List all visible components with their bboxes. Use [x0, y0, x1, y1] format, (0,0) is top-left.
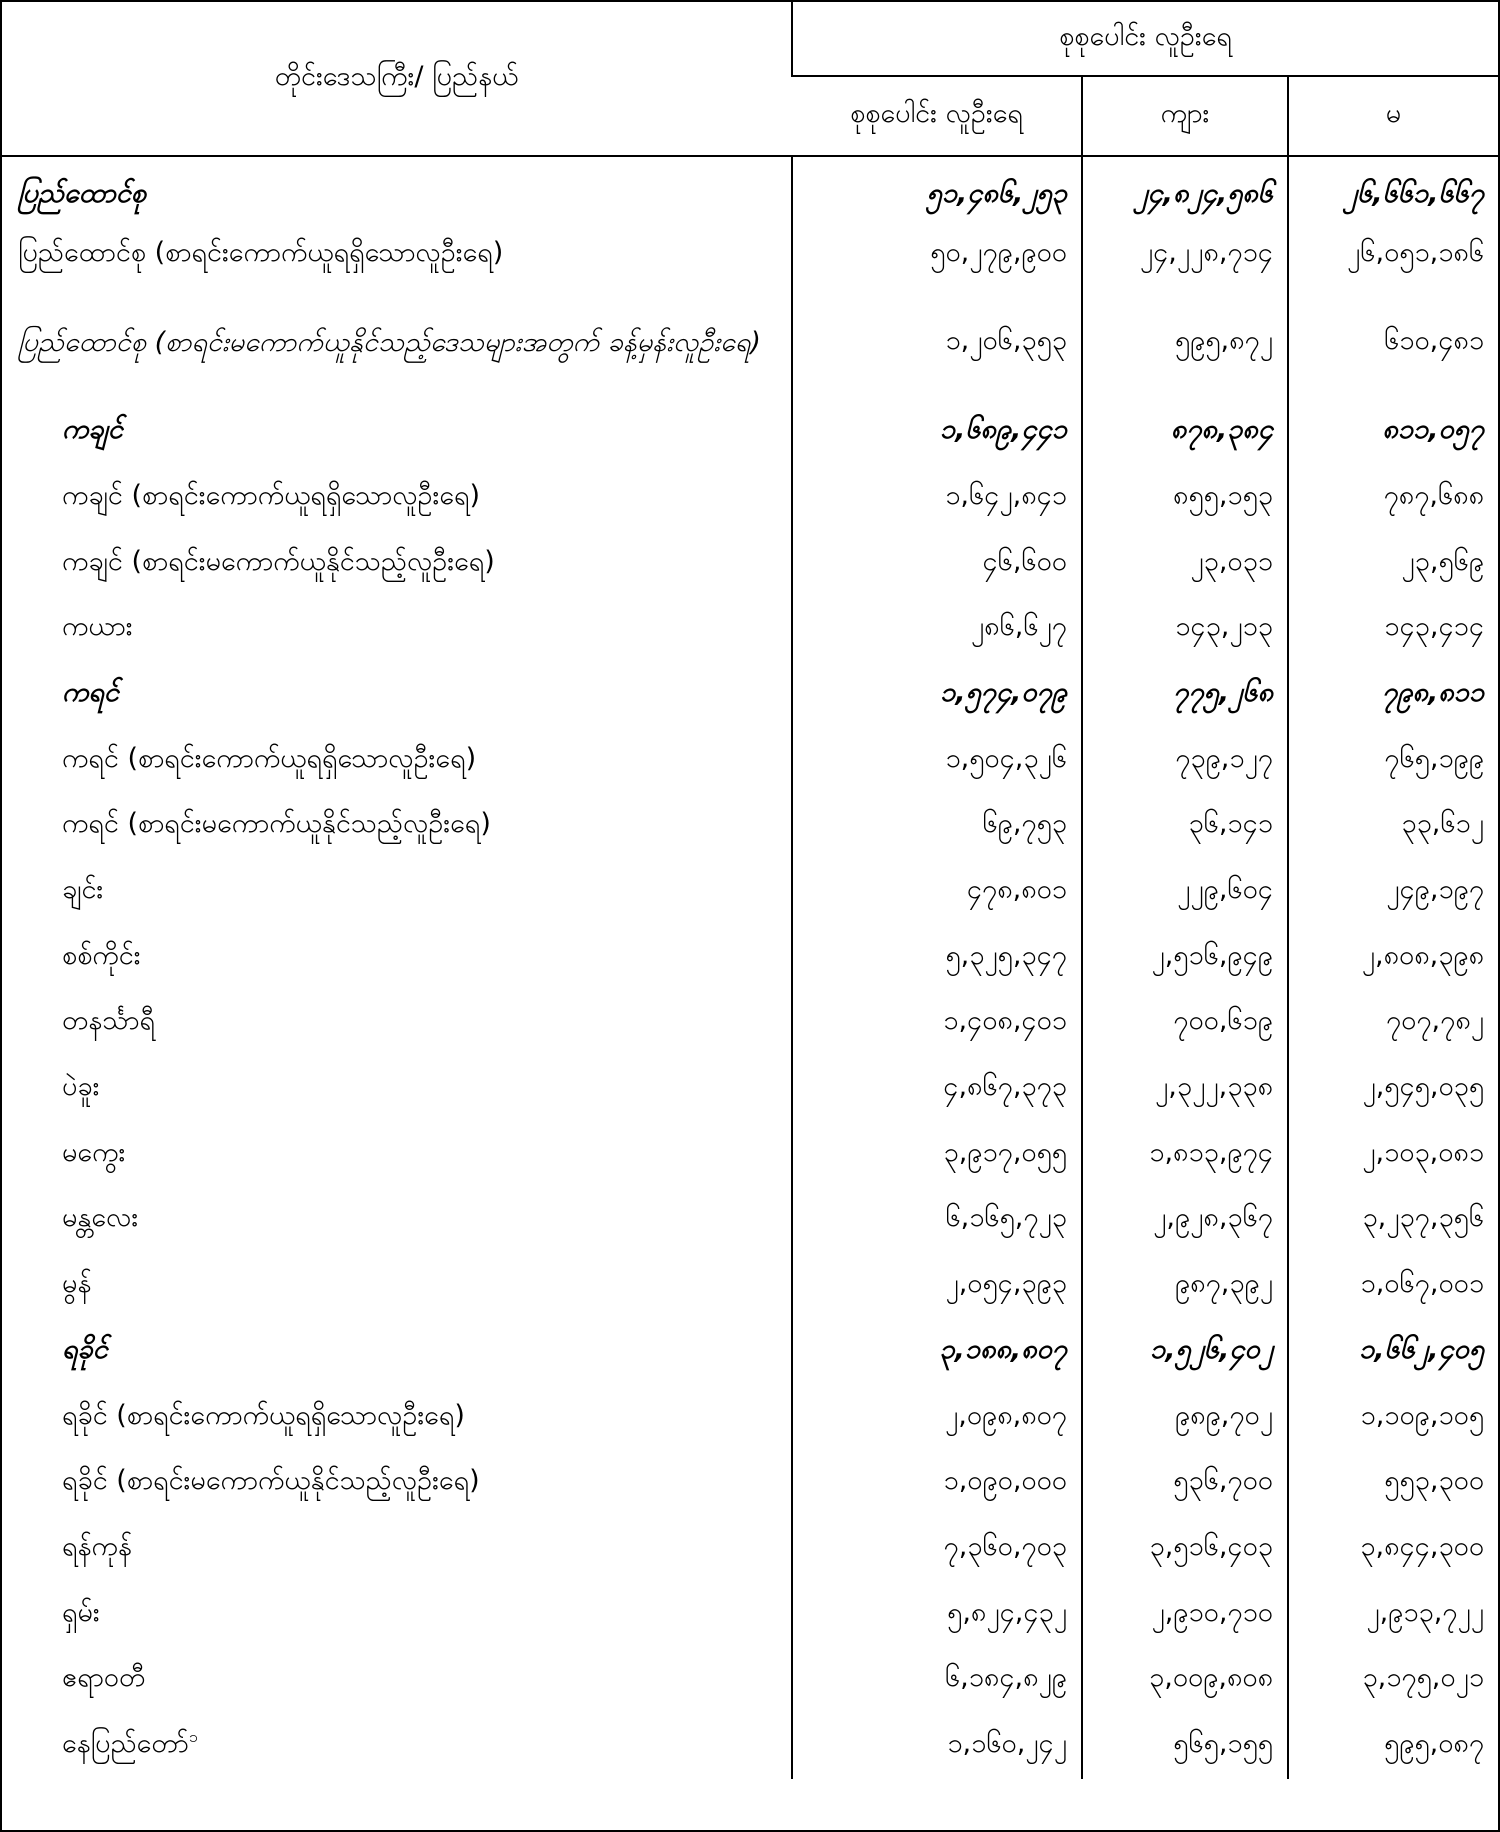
table-row	[2, 1319, 1498, 1385]
female-population-cell: ၂,၈၀၈,၃၉၈	[1288, 925, 1498, 991]
male-population-cell: ၃,၅၁၆,၄၀၃	[1082, 1516, 1288, 1582]
region-name: မန္တလေး	[62, 1202, 139, 1234]
region-name: ကချင် (စာရင်းကောက်ယူရရှိသောလူဦးရေ)	[62, 479, 481, 511]
male-population-cell: ၂,၉၂၈,၃၆၇	[1082, 1188, 1288, 1254]
male-population-cell: ၈၇၈,၃၈၄	[1082, 399, 1288, 465]
region-name-cell	[2, 662, 792, 728]
region-name-cell	[2, 399, 792, 465]
total-population-cell: ၃,၁၈၈,၈၀၇	[792, 1319, 1082, 1385]
table-row	[2, 1385, 1498, 1451]
female-population-cell: ၆၁၀,၄၈၁	[1288, 287, 1498, 399]
female-population-cell: ၂,၁၀၃,၀၈၁	[1288, 1122, 1498, 1188]
region-name-cell	[2, 1713, 792, 1779]
table-row	[2, 859, 1498, 925]
region-name-cell	[2, 1647, 792, 1713]
region-name: ပြည်ထောင်စု	[18, 178, 147, 210]
region-name-cell	[2, 728, 792, 794]
female-population-cell: ၃,၁၇၅,၀၂၁	[1288, 1647, 1498, 1713]
total-population-cell: ၄,၈၆၇,၃၇၃	[792, 1056, 1082, 1122]
region-name-cell	[2, 1056, 792, 1122]
total-population-cell: ၁,၆၄၂,၈၄၁	[792, 465, 1082, 531]
male-population-cell: ၁,၈၁၃,၉၇၄	[1082, 1122, 1288, 1188]
total-population-cell: ၁,၅၀၄,၃၂၆	[792, 728, 1082, 794]
region-name-cell	[2, 531, 792, 597]
male-population-cell: ၂၃,၀၃၁	[1082, 531, 1288, 597]
region-name-cell	[2, 925, 792, 991]
male-population-cell: ၈၅၅,၁၅၃	[1082, 465, 1288, 531]
region-name-cell	[2, 1516, 792, 1582]
total-population-cell: ၆၉,၇၅၃	[792, 794, 1082, 860]
female-population-cell: ၁,၆၆၂,၄၀၅	[1288, 1319, 1498, 1385]
male-population-cell: ၉၈၇,၃၉၂	[1082, 1253, 1288, 1319]
male-population-cell: ၂,၉၁၀,၇၁၀	[1082, 1582, 1288, 1648]
male-population-cell: ၅၉၅,၈၇၂	[1082, 287, 1288, 399]
total-population-cell: ၄၇၈,၈၀၁	[792, 859, 1082, 925]
footnote-marker: ၁	[188, 1726, 198, 1746]
female-population-cell: ၂,၅၄၅,၀၃၅	[1288, 1056, 1498, 1122]
region-name: ကရင် (စာရင်းမကောက်ယူနိုင်သည့်လူဦးရေ)	[62, 808, 491, 840]
region-name: ပဲခူး	[62, 1071, 100, 1103]
male-population-cell: ၅၃၆,၇၀၀	[1082, 1450, 1288, 1516]
region-name: စစ်ကိုင်း	[62, 939, 141, 971]
total-population-cell: ၁,၀၉၀,၀၀၀	[792, 1450, 1082, 1516]
female-population-cell: ၃၃,၆၁၂	[1288, 794, 1498, 860]
female-population-cell: ၅၅၃,၃၀၀	[1288, 1450, 1498, 1516]
region-name: မွန်	[62, 1268, 92, 1300]
table-body	[2, 156, 1498, 1779]
male-population-cell: ၂,၅၁၆,၉၄၉	[1082, 925, 1288, 991]
region-name-cell	[2, 1385, 792, 1451]
region-name: ကယား	[62, 611, 133, 643]
female-population-cell: ၇၆၅,၁၉၉	[1288, 728, 1498, 794]
region-name: ကချင်	[62, 414, 123, 446]
male-population-cell: ၂၂၉,၆၀၄	[1082, 859, 1288, 925]
region-name-cell	[2, 1253, 792, 1319]
population-table	[2, 2, 1498, 1779]
region-name-cell	[2, 1450, 792, 1516]
total-column-header: စုစုပေါင်း လူဦးရေ	[792, 76, 1082, 156]
total-population-cell: ၂,၀၉၈,၈၀၇	[792, 1385, 1082, 1451]
female-population-cell: ၇၉၈,၈၁၁	[1288, 662, 1498, 728]
region-name: ပြည်ထောင်စု (စာရင်းကောက်ယူရရှိသောလူဦးရေ)	[18, 236, 504, 268]
table-row	[2, 287, 1498, 399]
table-row	[2, 1122, 1498, 1188]
table-row	[2, 1647, 1498, 1713]
region-name: ရှမ်း	[62, 1596, 100, 1628]
female-population-cell: ၁,၀၆၇,၀၀၁	[1288, 1253, 1498, 1319]
total-population-cell: ၅,၈၂၄,၄၃၂	[792, 1582, 1082, 1648]
female-population-cell: ၂၆,၀၅၁,၁၈၆	[1288, 222, 1498, 288]
total-population-cell: ၆,၁၆၅,၇၂၃	[792, 1188, 1082, 1254]
total-population-cell: ၅၀,၂၇၉,၉၀၀	[792, 222, 1082, 288]
region-name: ကချင် (စာရင်းမကောက်ယူနိုင်သည့်လူဦးရေ)	[62, 545, 495, 577]
table-row	[2, 1450, 1498, 1516]
table-row	[2, 531, 1498, 597]
region-name-cell	[2, 1582, 792, 1648]
female-population-cell: ၇၈၇,၆၈၈	[1288, 465, 1498, 531]
female-population-cell: ၂၆,၆၆၁,၆၆၇	[1288, 156, 1498, 222]
female-population-cell: ၁၄၃,၄၁၄	[1288, 596, 1498, 662]
male-population-cell: ၁,၅၂၆,၄၀၂	[1082, 1319, 1288, 1385]
table-row	[2, 399, 1498, 465]
male-population-cell: ၇၇၅,၂၆၈	[1082, 662, 1288, 728]
region-name: ရခိုင် (စာရင်းကောက်ယူရရှိသောလူဦးရေ)	[62, 1399, 465, 1431]
region-name: ကရင်	[62, 676, 119, 708]
female-population-cell: ၅၉၅,၀၈၇	[1288, 1713, 1498, 1779]
female-population-cell: ၇၀၇,၇၈၂	[1288, 991, 1498, 1057]
female-column-header: မ	[1288, 76, 1498, 156]
female-population-cell: ၂၄၉,၁၉၇	[1288, 859, 1498, 925]
table-row	[2, 222, 1498, 288]
total-population-cell: ၃,၉၁၇,၀၅၅	[792, 1122, 1082, 1188]
male-population-cell: ၇၃၉,၁၂၇	[1082, 728, 1288, 794]
total-population-cell: ၁,၂၀၆,၃၅၃	[792, 287, 1082, 399]
total-population-cell: ၄၆,၆၀၀	[792, 531, 1082, 597]
male-population-cell: ၁၄၃,၂၁၃	[1082, 596, 1288, 662]
region-name-cell	[2, 287, 792, 399]
table-row	[2, 156, 1498, 222]
table-row	[2, 794, 1498, 860]
male-population-cell: ၅၆၅,၁၅၅	[1082, 1713, 1288, 1779]
region-name-cell	[2, 991, 792, 1057]
region-name-cell	[2, 222, 792, 288]
region-name: မကွေး	[62, 1136, 126, 1168]
region-name: ရခိုင်	[62, 1333, 108, 1365]
table-row	[2, 596, 1498, 662]
region-name: ဧရာဝတီ	[62, 1662, 146, 1694]
table-row	[2, 1056, 1498, 1122]
total-population-cell: ၆,၁၈၄,၈၂၉	[792, 1647, 1082, 1713]
total-population-cell: ၂၈၆,၆၂၇	[792, 596, 1082, 662]
region-name: ပြည်ထောင်စု (စာရင်းမကောက်ယူနိုင်သည့်ဒေသများအတွက် ခန့်မှန်းလူဦးရေ)	[18, 327, 761, 359]
region-name: ရန်ကုန်	[62, 1530, 132, 1562]
region-name: ကရင် (စာရင်းကောက်ယူရရှိသောလူဦးရေ)	[62, 742, 477, 774]
female-population-cell: ၃,၂၃၇,၃၅၆	[1288, 1188, 1498, 1254]
male-population-cell: ၃,၀၀၉,၈၀၈	[1082, 1647, 1288, 1713]
region-name-cell	[2, 794, 792, 860]
male-population-cell: ၉၈၉,၇၀၂	[1082, 1385, 1288, 1451]
male-population-cell: ၇၀၀,၆၁၉	[1082, 991, 1288, 1057]
male-population-cell: ၃၆,၁၄၁	[1082, 794, 1288, 860]
total-population-cell: ၁,၄၀၈,၄၀၁	[792, 991, 1082, 1057]
region-name: နေပြည်တော်	[62, 1727, 189, 1759]
region-name-cell	[2, 596, 792, 662]
total-population-group-header: စုစုပေါင်း လူဦးရေ	[792, 2, 1498, 76]
region-name-cell	[2, 1188, 792, 1254]
region-name-cell	[2, 156, 792, 222]
male-population-cell: ၂,၃၂၂,၃၃၈	[1082, 1056, 1288, 1122]
table-row	[2, 991, 1498, 1057]
total-population-cell: ၁,၅၇၄,၀၇၉	[792, 662, 1082, 728]
region-name: ချင်း	[62, 874, 104, 906]
region-name: တနင်္သာရီ	[62, 1005, 155, 1037]
region-column-header: တိုင်းဒေသကြီး/ ပြည်နယ်	[2, 2, 792, 156]
female-population-cell: ၂,၉၁၃,၇၂၂	[1288, 1582, 1498, 1648]
male-population-cell: ၂၄,၈၂၄,၅၈၆	[1082, 156, 1288, 222]
region-name: ရခိုင် (စာရင်းမကောက်ယူနိုင်သည့်လူဦးရေ)	[62, 1465, 480, 1497]
region-name-cell	[2, 1122, 792, 1188]
table-row	[2, 1582, 1498, 1648]
female-population-cell: ၂၃,၅၆၉	[1288, 531, 1498, 597]
table-row	[2, 1253, 1498, 1319]
region-name-cell	[2, 1319, 792, 1385]
female-population-cell: ၃,၈၄၄,၃၀၀	[1288, 1516, 1498, 1582]
total-population-cell: ၂,၀၅၄,၃၉၃	[792, 1253, 1082, 1319]
female-population-cell: ၁,၁၀၉,၁၀၅	[1288, 1385, 1498, 1451]
table-row	[2, 1713, 1498, 1779]
region-name-cell	[2, 465, 792, 531]
male-column-header: ကျား	[1082, 76, 1288, 156]
total-population-cell: ၇,၃၆၀,၇၀၃	[792, 1516, 1082, 1582]
table-row	[2, 1188, 1498, 1254]
total-population-cell: ၁,၁၆၀,၂၄၂	[792, 1713, 1082, 1779]
region-name-cell	[2, 859, 792, 925]
total-population-cell: ၁,၆၈၉,၄၄၁	[792, 399, 1082, 465]
table-row	[2, 662, 1498, 728]
table-row	[2, 728, 1498, 794]
female-population-cell: ၈၁၁,၀၅၇	[1288, 399, 1498, 465]
table-row	[2, 465, 1498, 531]
table-row	[2, 925, 1498, 991]
male-population-cell: ၂၄,၂၂၈,၇၁၄	[1082, 222, 1288, 288]
total-population-cell: ၅၁,၄၈၆,၂၅၃	[792, 156, 1082, 222]
total-population-cell: ၅,၃၂၅,၃၄၇	[792, 925, 1082, 991]
table-row	[2, 1516, 1498, 1582]
